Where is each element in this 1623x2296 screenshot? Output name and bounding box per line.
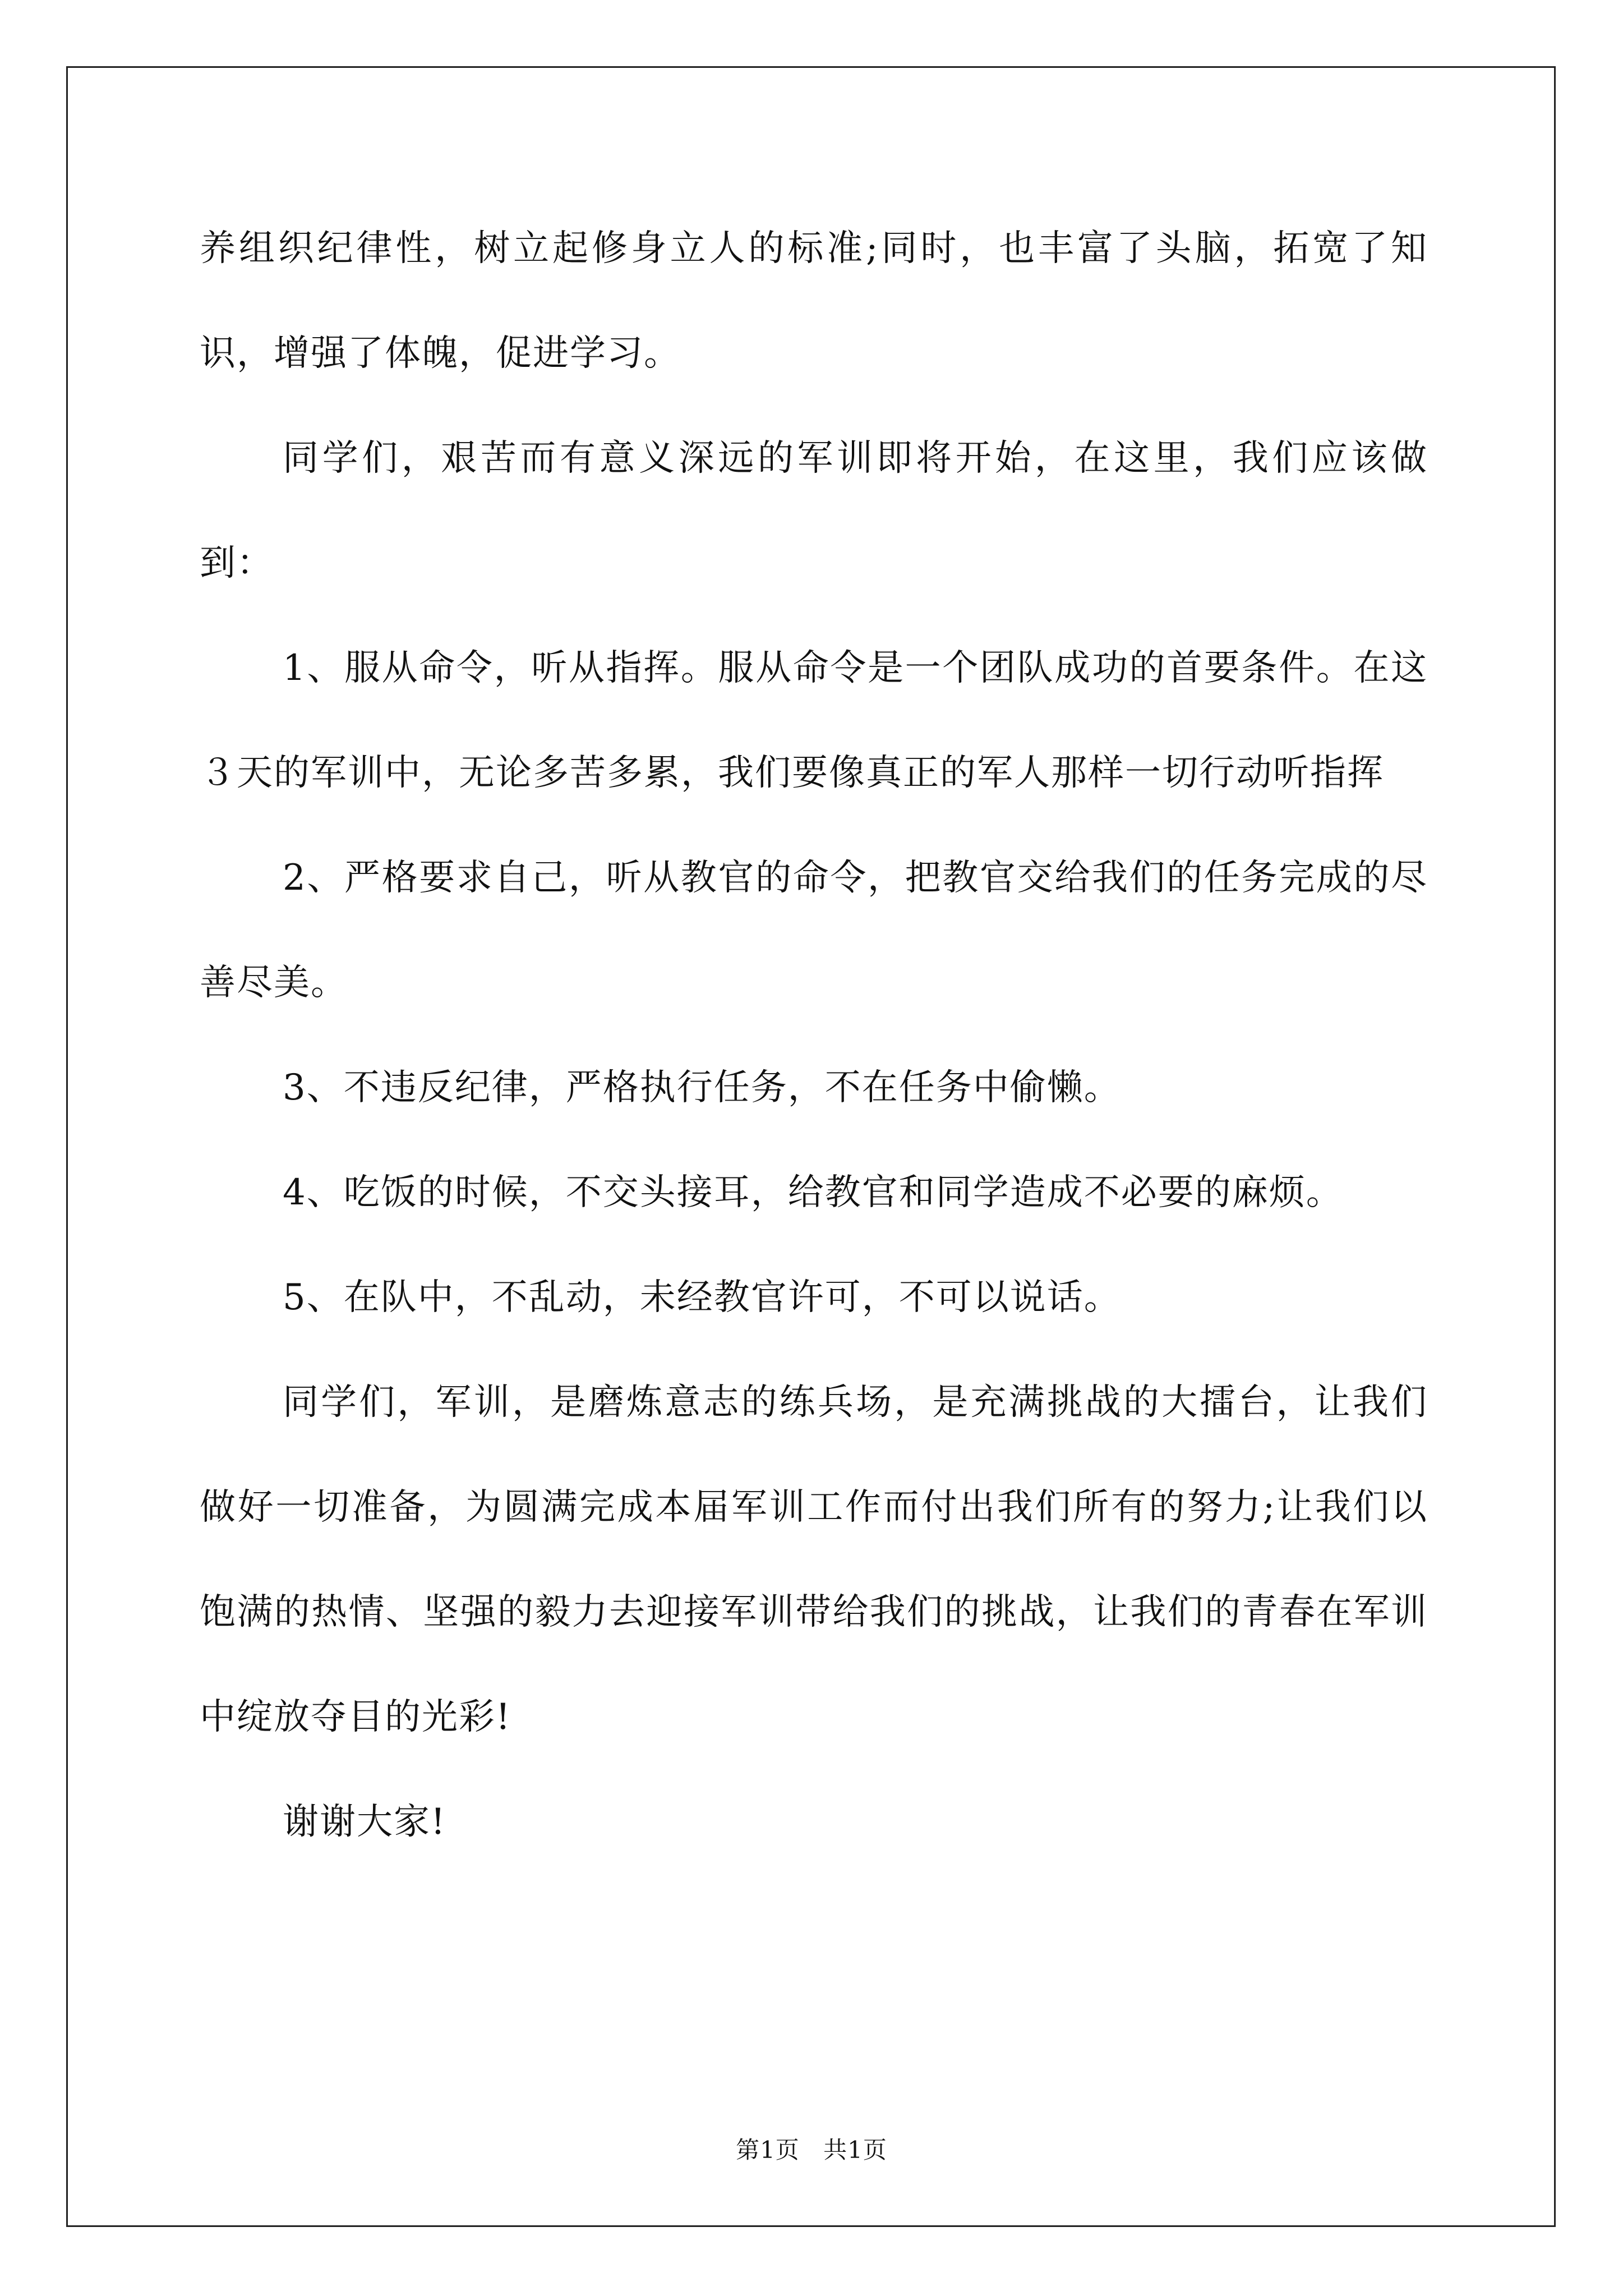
- document-body: [200, 196, 1428, 1875]
- paragraph-item-4: 4、吃饭的时候，不交头接耳，给教官和同学造成不必要的麻烦。: [283, 1172, 1343, 1213]
- paragraph-item-3: 3、不违反纪律，严格执行任务，不在任务中偷懒。: [283, 1067, 1121, 1108]
- page-total: 共1页: [823, 2136, 887, 2164]
- paragraph-thanks: 谢谢大家!: [283, 1801, 446, 1843]
- paragraph-item-5: 5、在队中，不乱动，未经教官许可，不可以说话。: [283, 1277, 1121, 1318]
- paragraph-closing: 同学们，军训，是磨炼意志的练兵场，是充满挑战的大擂台，让我们做好一切准备，为圆满完成本届军训工作而付出我们所有的努力;让我们以饱满的热情、坚强的毅力去迎接军训带给我们的挑战，让我们的青春在军训中绽放夺目的光彩!: [200, 1382, 1428, 1738]
- paragraph-continuation: 养组织纪律性，树立起修身立人的标准;同时，也丰富了头脑，拓宽了知识，增强了体魄，促进学习。: [200, 228, 1428, 374]
- page-footer: [0, 2132, 1623, 2165]
- page-number: 第1页: [736, 2136, 800, 2164]
- paragraph-item-1: 1、服从命令，听从指挥。服从命令是一个团队成功的首要条件。在这３天的军训中，无论多苦多累，我们要像真正的军人那样一切行动听指挥: [200, 647, 1428, 794]
- paragraph-intro: 同学们，艰苦而有意义深远的军训即将开始，在这里，我们应该做到：: [200, 438, 1428, 584]
- paragraph-item-2: 2、严格要求自己，听从教官的命令，把教官交给我们的任务完成的尽善尽美。: [200, 857, 1428, 1004]
